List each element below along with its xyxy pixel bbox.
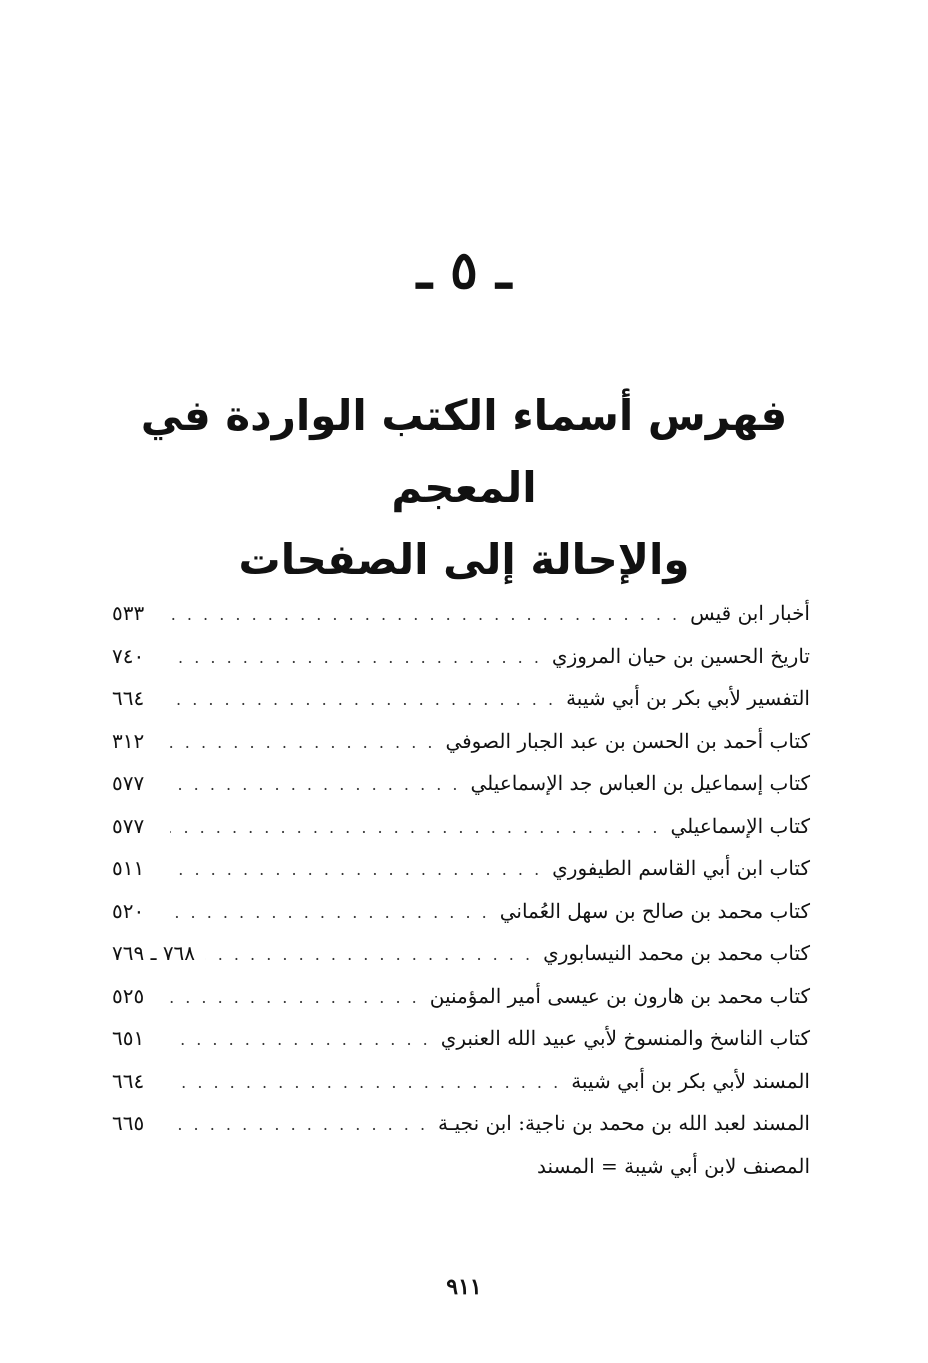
- entry-page-number: ٦٦٤: [112, 686, 145, 710]
- entry-page-number: ٧٤٠: [112, 643, 145, 668]
- entry-title: كتاب أحمد بن الحسن بن عبد الجبار الصوفي: [445, 728, 810, 753]
- entry-page-number: ٧٦٨ ـ ٧٦٩: [112, 941, 196, 965]
- leader-dots: [170, 722, 435, 765]
- entry-title: كتاب إسماعيل بن العباس جد الإسماعيلي: [470, 771, 810, 795]
- leader-dots: [170, 764, 461, 807]
- leader-dots: [205, 934, 533, 977]
- entry-title: أخبار ابن قيس: [690, 601, 810, 625]
- leader-dots: [170, 1019, 431, 1062]
- index-entry: [112, 1060, 810, 1103]
- entry-page-number: ٣١٢: [112, 728, 145, 753]
- entry-title: المسند لأبي بكر بن أبي شيبة: [571, 1068, 810, 1093]
- index-entry: [112, 720, 810, 763]
- index-entry: [112, 592, 810, 635]
- index-entry: [112, 932, 810, 975]
- entry-title: تاريخ الحسين بن حيان المروزي: [551, 643, 810, 668]
- entry-title: كتاب محمد بن محمد النيسابوري: [543, 941, 810, 965]
- index-entry: [112, 1017, 810, 1060]
- leader-dots: [170, 977, 420, 1020]
- leader-dots: [170, 1062, 561, 1105]
- entry-title: المسند لعبد الله بن محمد بن ناجية: ابن نجيـة: [438, 1111, 810, 1135]
- leader-dots: [170, 1104, 428, 1147]
- index-entry: [112, 635, 810, 678]
- entry-page-number: ٥٧٧: [112, 813, 145, 838]
- entry-title: كتاب ابن أبي القاسم الطيفوري: [552, 856, 810, 880]
- index-entry: [112, 1145, 810, 1188]
- index-entry: [112, 975, 810, 1018]
- entry-page-number: ٥١١: [112, 856, 145, 880]
- leader-dots: [170, 637, 542, 680]
- entry-page-number: ٥٣٣: [112, 601, 145, 625]
- entry-page-number: ٥٢٥: [112, 983, 145, 1008]
- leader-dots: [170, 594, 680, 637]
- entry-title: كتاب محمد بن هارون بن عيسى أمير المؤمنين: [429, 983, 810, 1008]
- leader-dots: [170, 849, 542, 892]
- index-title: [120, 380, 808, 596]
- title-line-2: والإحالة إلى الصفحات: [238, 535, 690, 584]
- index-entry: [112, 805, 810, 848]
- leader-dots: [170, 807, 661, 850]
- title-line-1: فهرس أسماء الكتب الواردة في المعجم: [140, 391, 788, 512]
- section-number: ـ ٥ ـ: [416, 240, 512, 301]
- entry-page-number: ٦٥١: [112, 1026, 145, 1050]
- entry-title: المصنف لابن أبي شيبة = المسند: [537, 1153, 810, 1178]
- leader-dots: [170, 679, 556, 722]
- index-entry: [112, 847, 810, 890]
- leader-dots: [170, 892, 490, 935]
- page-folio-number: ٩١١: [446, 1274, 482, 1300]
- entry-title: كتاب محمد بن صالح بن سهل العُماني: [499, 898, 810, 923]
- entry-page-number: ٥٢٠: [112, 898, 145, 923]
- book-index-list: [112, 592, 810, 1187]
- entry-title: التفسير لأبي بكر بن أبي شيبة: [566, 686, 810, 710]
- entry-page-number: ٦٦٤: [112, 1068, 145, 1093]
- entry-title: كتاب الإسماعيلي: [670, 813, 810, 838]
- index-entry: [112, 1102, 810, 1145]
- index-entry: [112, 762, 810, 805]
- index-entry: [112, 890, 810, 933]
- entry-title: كتاب الناسخ والمنسوخ لأبي عبيد الله العنبري: [440, 1026, 810, 1050]
- index-entry: [112, 677, 810, 720]
- entry-page-number: ٦٦٥: [112, 1111, 145, 1135]
- entry-page-number: ٥٧٧: [112, 771, 145, 795]
